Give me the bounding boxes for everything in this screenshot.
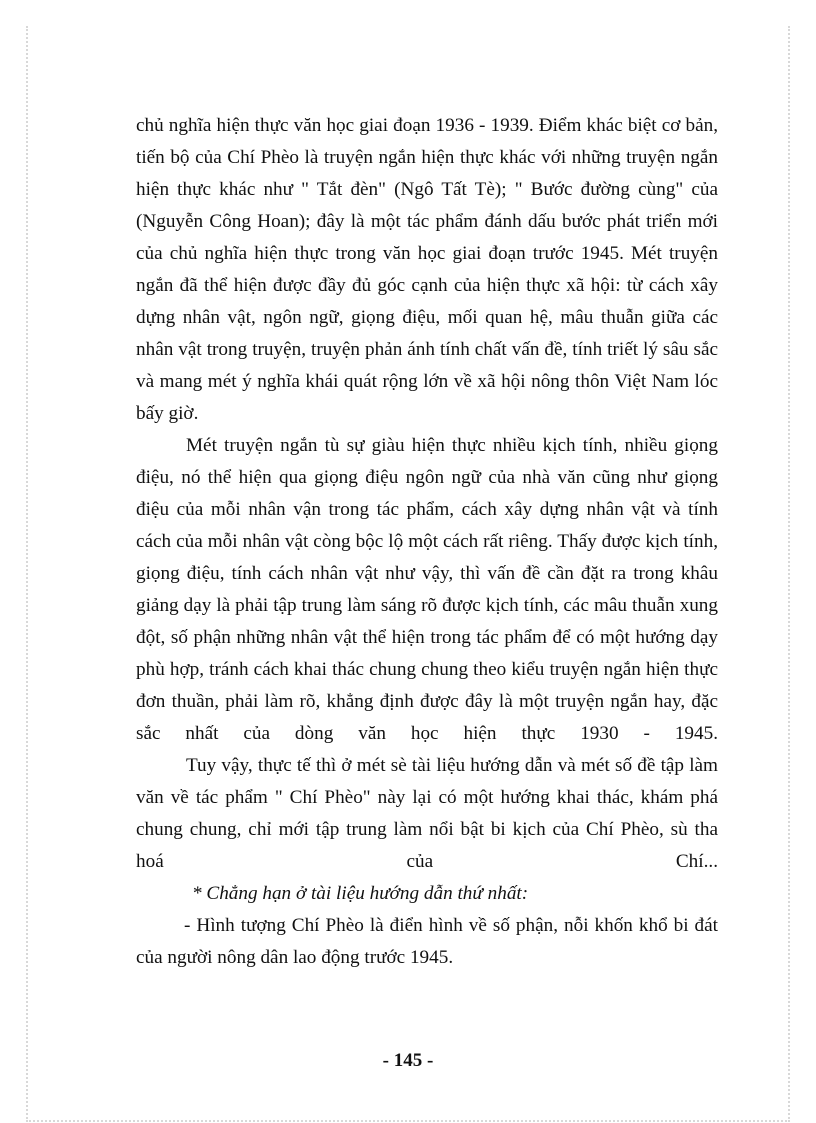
paragraph-4-italic-note: * Chẳng hạn ở tài liệu hướng dẫn thứ nhất: bbox=[192, 883, 529, 904]
paragraph-2: Mét truyện ngắn tù sự giàu hiện thực nhiều kịch tính, nhiều giọng điệu, nó thể hiện qua giọng điệu ngôn ngữ của nhà văn cũng như giọng điệu của mỗi nhân vận trong tác phẩm, cách xây dựng nhân vật và tính cách của mỗi nhân vật còng bộc lộ một cách rất riêng. Thấy được kịch tính, giọng điệu, tính cách nhân vật như vậy, thì vấn đề cần đặt ra trong khâu giảng dạy là phải tập trung làm sáng rõ được kịch tính, các mâu thuẫn xung đột, số phận những nhân vật thể hiện trong tác phẩm để có một hướng dạy phù hợp, tránh cách khai thác chung chung theo kiểu truyện ngắn hiện thực đơn thuần, phải làm rõ, khẳng định được đây là một truyện ngắn hay, đặc sắc nhất của dòng văn học hiện thực 1930 - 1945. bbox=[136, 435, 718, 744]
paragraph-3: Tuy vậy, thực tế thì ở mét sè tài liệu hướng dẫn và mét số đề tập làm văn về tác phẩm " Chí Phèo" này lại có một hướng khai thác, khám phá chung chung, chỉ mới tập trung làm nổi bật bi kịch của Chí Phèo, sù tha hoá của Chí... bbox=[136, 755, 718, 872]
page-number: - 145 - bbox=[382, 1050, 434, 1071]
paragraph-5-bullet: - Hình tượng Chí Phèo là điển hình về số phận, nỗi khốn khổ bi đát của người nông dân lao động trước 1945. bbox=[136, 915, 718, 968]
paragraph-1: chủ nghĩa hiện thực văn học giai đoạn 1936 - 1939. Điểm khác biệt cơ bản, tiến bộ của Chí Phèo là truyện ngắn hiện thực khác với những truyện ngắn hiện thực khác như " Tắt đèn" (Ngô Tất Tè); " Bước đường cùng" của (Nguyễn Công Hoan); đây là một tác phẩm đánh dấu bước phát triển mới của chủ nghĩa hiện thực trong văn học giai đoạn trước 1945. Mét truyện ngắn đã thể hiện được đầy đủ góc cạnh của hiện thực xã hội: từ cách xây dựng nhân vật, ngôn ngữ, giọng điệu, mối quan hệ, mâu thuẫn giữa các nhân vật trong truyện, truyện phản ánh tính chất vấn đề, tính triết lý sâu sắc và mang mét ý nghĩa khái quát rộng lớn về xã hội nông thôn Việt Nam lóc bấy giờ. bbox=[136, 115, 718, 424]
body-text bbox=[136, 110, 718, 974]
